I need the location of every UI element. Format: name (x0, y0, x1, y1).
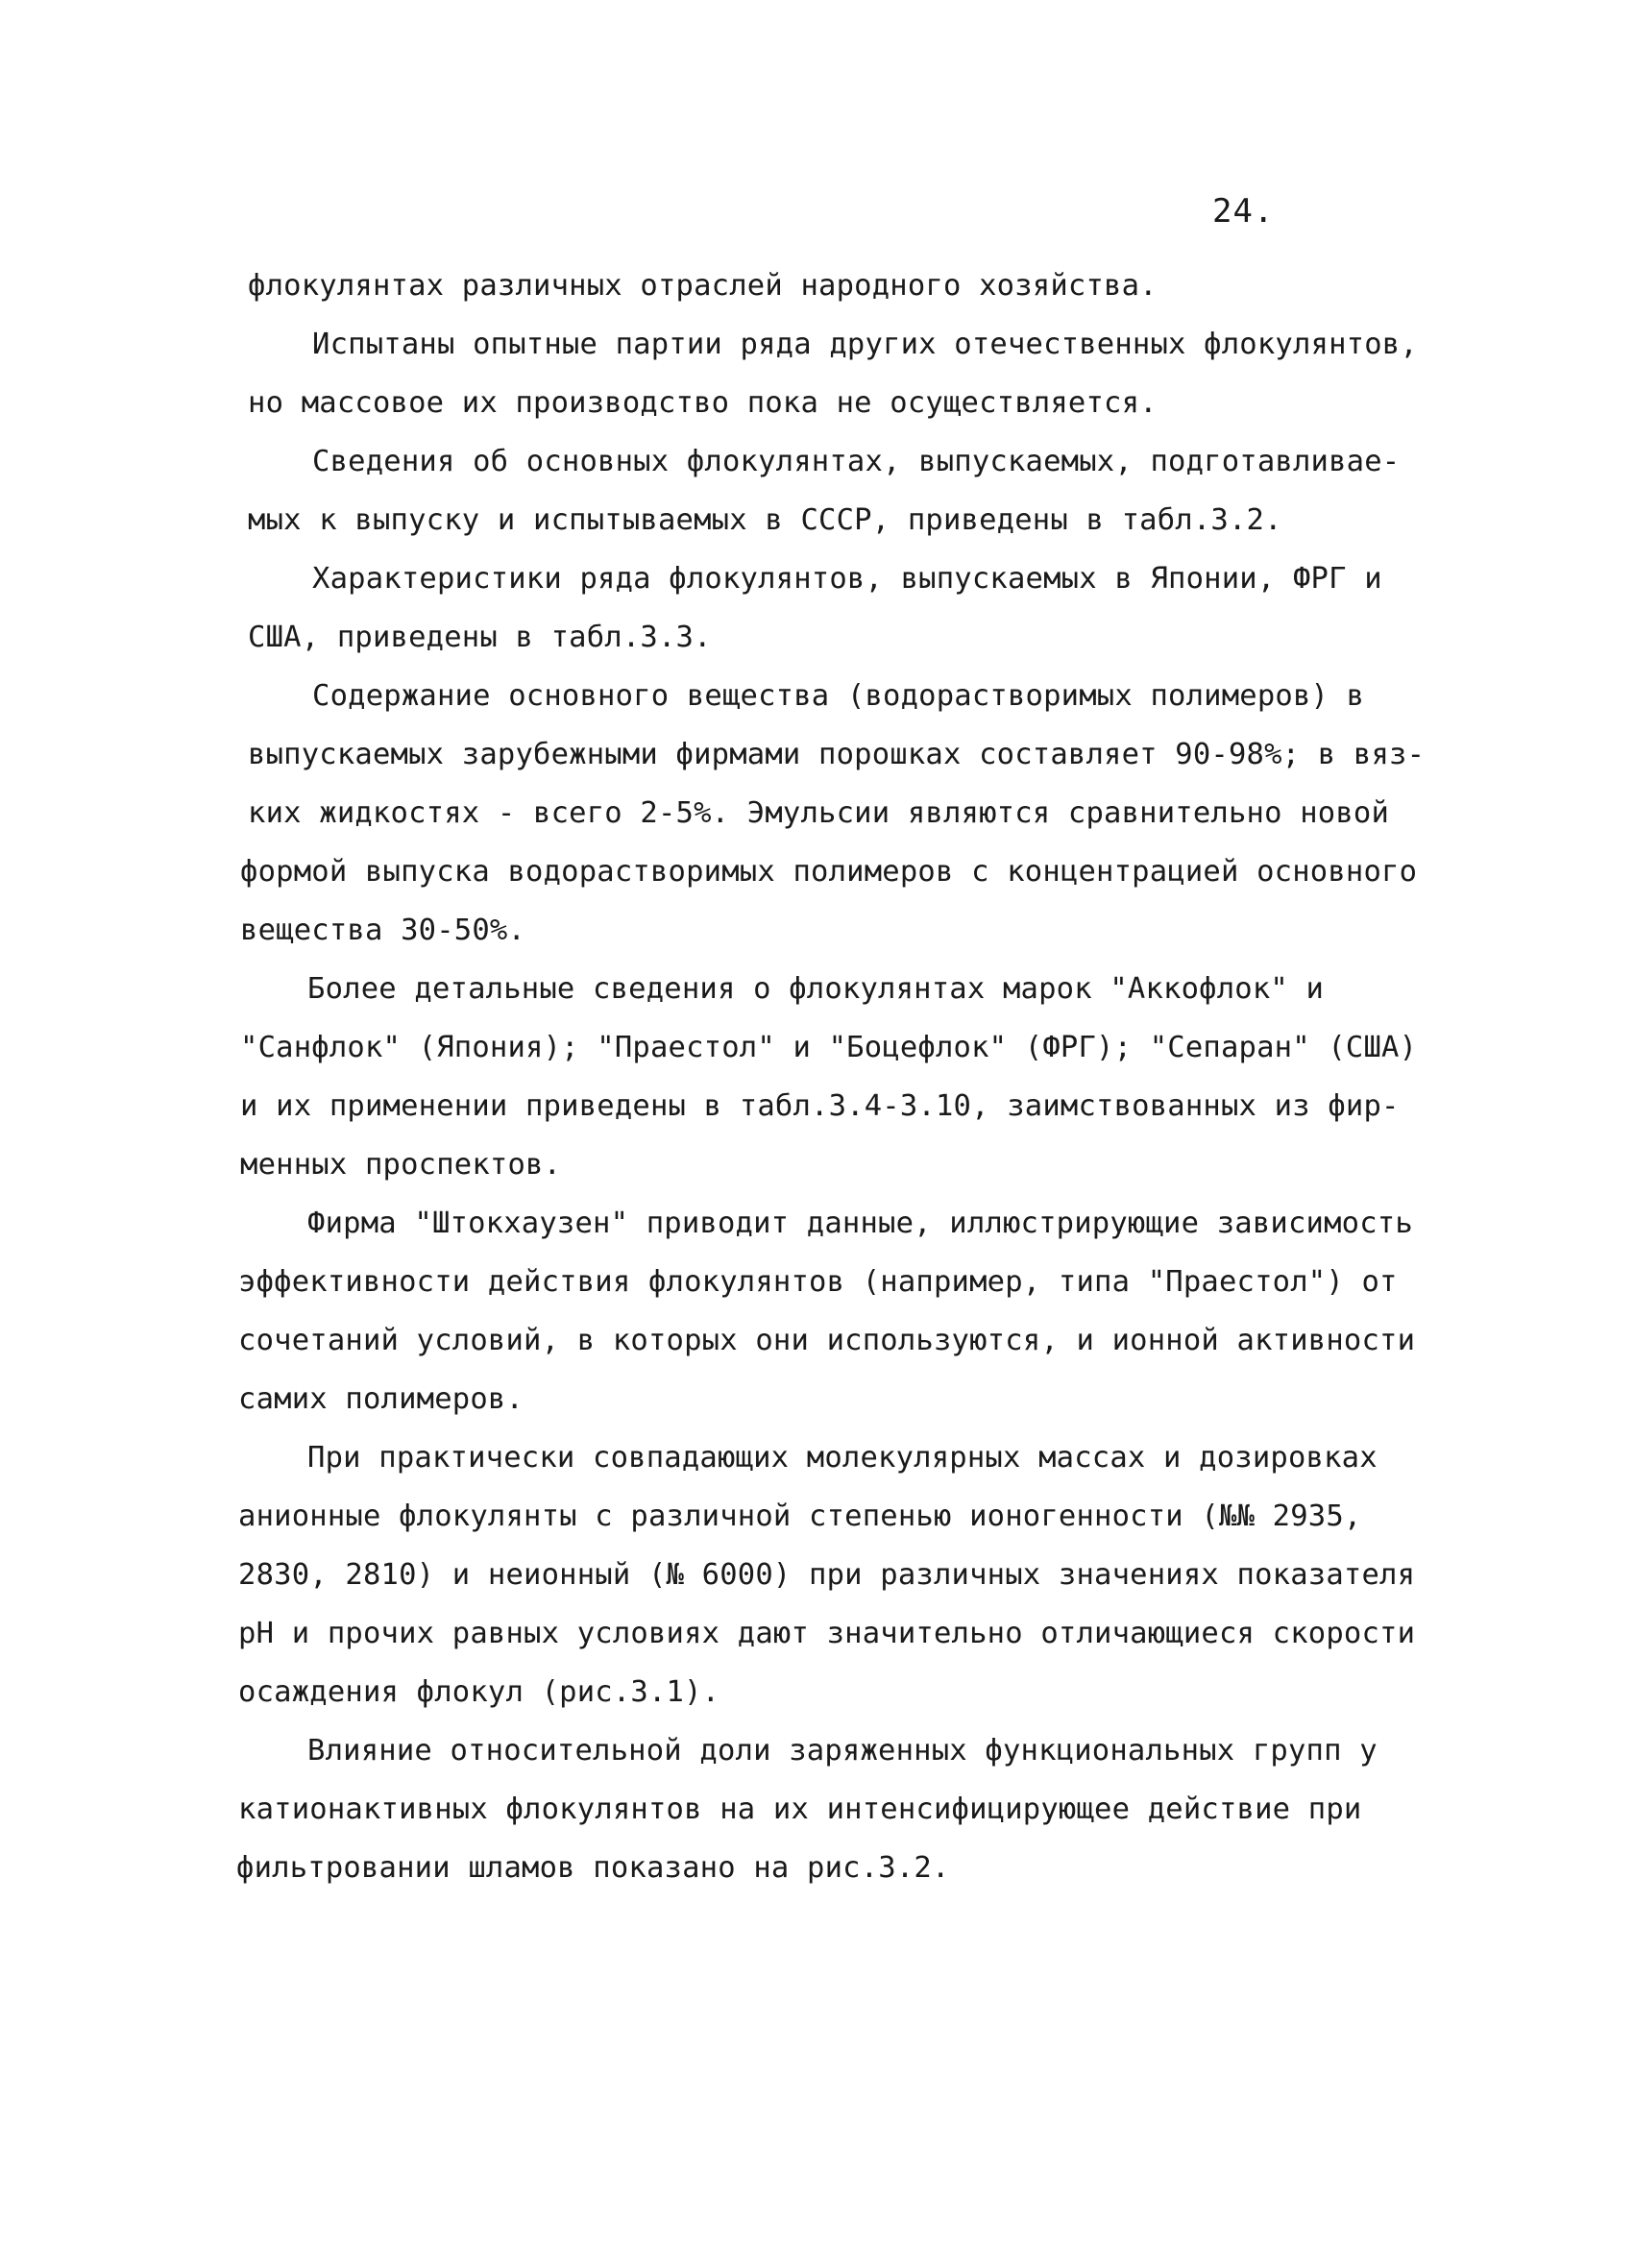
text-line: pH и прочих равных условиях дают значительно отличающиеся скорости (238, 1617, 1416, 1650)
text-line: но массовое их производство пока не осуществляется. (248, 386, 1158, 420)
text-line: осаждения флокул (рис.3.1). (238, 1675, 720, 1709)
text-line: сочетаний условий, в которых они используются, и ионной активности (238, 1324, 1416, 1357)
text-line: Сведения об основных флокулянтах, выпускаемых, подготавливае- (312, 445, 1401, 478)
text-line: анионные флокулянты с различной степенью ионогенности (№№ 2935, (238, 1500, 1362, 1533)
text-line: Характеристики ряда флокулянтов, выпускаемых в Японии, ФРГ и (312, 562, 1382, 596)
text-line: Испытаны опытные партии ряда других отечественных флокулянтов, (312, 328, 1418, 361)
text-line: Содержание основного вещества (водорастворимых полимеров) в (312, 679, 1365, 713)
text-line: При практически совпадающих молекулярных массах и дозировках (307, 1441, 1378, 1475)
text-line: формой выпуска водорастворимых полимеров с концентрацией основного (240, 855, 1418, 889)
text-line: мых к выпуску и испытываемых в СССР, приведены в табл.3.2. (248, 503, 1282, 537)
text-line: ких жидкостях - всего 2-5%. Эмульсии являются сравнительно новой (248, 796, 1390, 830)
page-number: 24. (1212, 192, 1275, 231)
text-line: Более детальные сведения о флокулянтах марок "Аккофлок" и (307, 972, 1325, 1006)
text-line: эффективности действия флокулянтов (например, типа "Праестол") от (238, 1265, 1398, 1299)
text-line: фильтровании шламов показано на рис.3.2. (236, 1851, 950, 1885)
text-line: выпускаемых зарубежными фирмами порошках составляет 90-98%; в вяз- (248, 738, 1426, 771)
text-line: США, приведены в табл.3.3. (248, 621, 712, 654)
text-line: Влияние относительной доли заряженных функциональных групп у (307, 1734, 1378, 1768)
text-line: флокулянтах различных отраслей народного хозяйства. (248, 269, 1158, 303)
text-line: вещества 30-50%. (240, 914, 526, 947)
text-line: "Санфлок" (Япония); "Праестол" и "Боцефлок" (ФРГ); "Сепаран" (США) (240, 1031, 1418, 1064)
text-line: Фирма "Штокхаузен" приводит данные, иллюстрирующие зависимость (307, 1207, 1413, 1240)
text-line: менных проспектов. (240, 1148, 562, 1182)
text-line: 2830, 2810) и неионный (№ 6000) при различных значениях показателя (238, 1558, 1416, 1592)
text-line: и их применении приведены в табл.3.4-3.10, заимствованных из фир- (240, 1089, 1400, 1123)
text-line: катионактивных флокулянтов на их интенсифицирующее действие при (238, 1792, 1362, 1826)
text-line: самих полимеров. (238, 1382, 524, 1416)
